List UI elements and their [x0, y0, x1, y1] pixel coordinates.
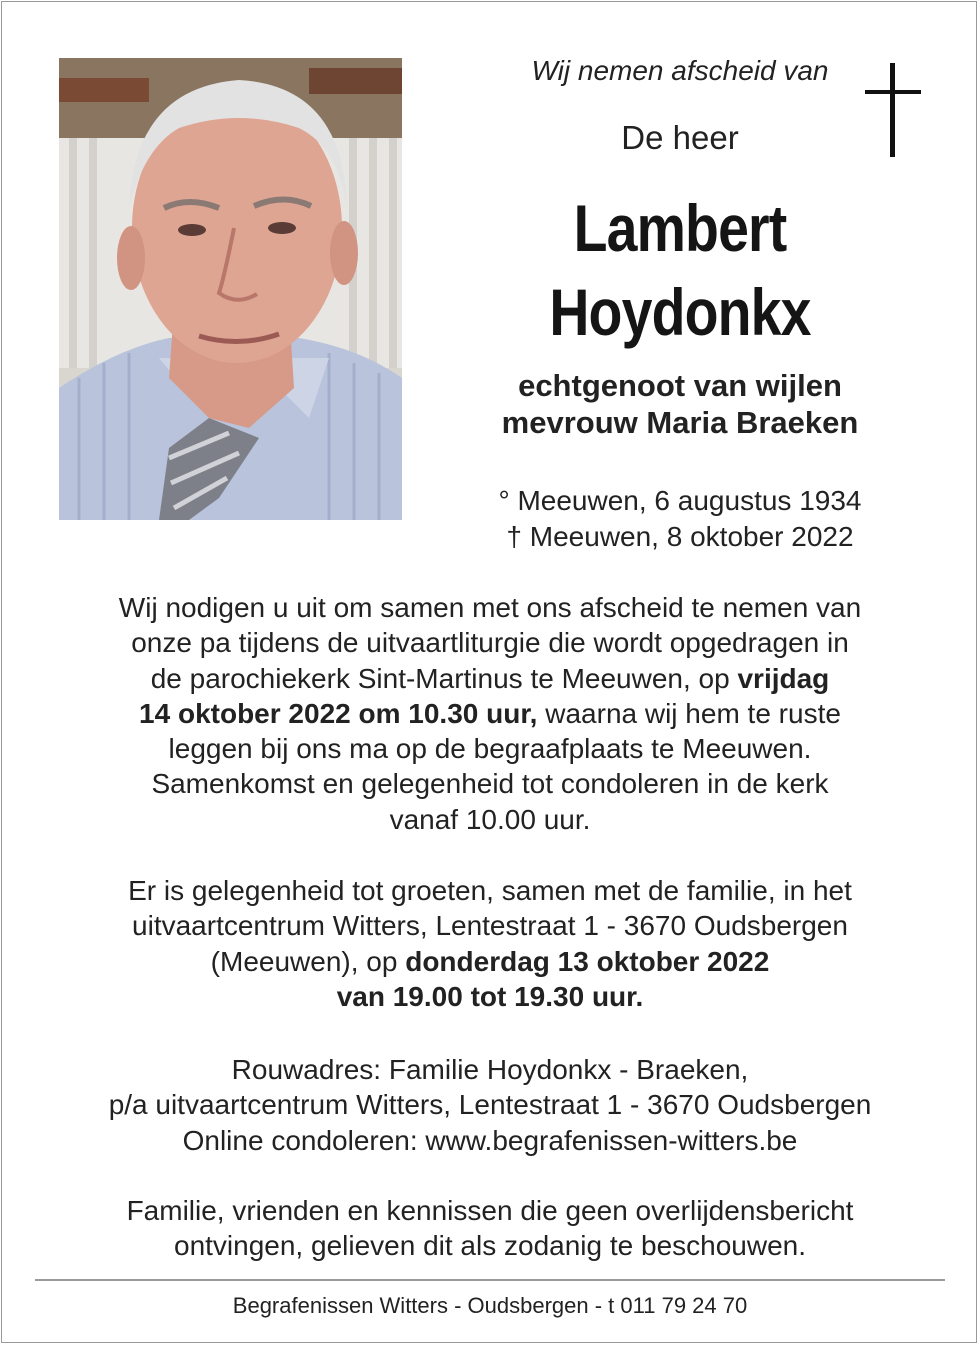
birth-date: ° Meeuwen, 6 augustus 1934 [498, 485, 862, 516]
text-line [40, 696, 940, 731]
bold-time: van 19.00 tot 19.30 uur. [336, 980, 644, 1012]
spouse-line-1: echtgenoot van wijlen [518, 368, 842, 403]
text-segment: (Meeuwen), op [210, 945, 406, 977]
address-paragraph [40, 1052, 940, 1158]
text-line: leggen bij ons ma op de begraafplaats te Meeuwen. [168, 733, 812, 765]
footer-divider [35, 1279, 945, 1281]
footer-text: Begrafenissen Witters - Oudsbergen - t 011 79 24 70 [232, 1293, 748, 1318]
text-line [40, 661, 940, 696]
intro-line: Wij nemen afscheid van [531, 55, 829, 86]
honorific-title: De heer [621, 119, 739, 156]
spouse-info [440, 367, 920, 441]
last-name: Hoydonkx [549, 275, 811, 349]
text-line: Er is gelegenheid tot groeten, samen met de familie, in het [128, 875, 852, 906]
bold-date: donderdag 13 oktober 2022 [405, 945, 770, 977]
bold-date: vrijdag [737, 662, 830, 694]
life-dates [440, 483, 920, 555]
text-segment: de parochiekerk Sint-Martinus te Meeuwen, op [150, 662, 738, 694]
spouse-line-2: mevrouw Maria Braeken [501, 405, 859, 440]
text-line: Familie, vrienden en kennissen die geen overlijdensbericht [126, 1195, 854, 1226]
first-name: Lambert [573, 191, 787, 265]
deceased-name [478, 186, 881, 354]
funeral-invitation-paragraph [40, 590, 940, 837]
text-line: ontvingen, gelieven dit als zodanig te beschouwen. [174, 1230, 806, 1262]
online-condolence-link[interactable]: Online condoleren: www.begrafenissen-witters.be [182, 1124, 798, 1156]
text-line: uitvaartcentrum Witters, Lentestraat 1 - 3670 Oudsbergen [132, 910, 848, 942]
text-line [40, 979, 940, 1014]
death-date: † Meeuwen, 8 oktober 2022 [506, 521, 854, 552]
visitation-paragraph [40, 873, 940, 1014]
text-line: Wij nodigen u uit om samen met ons afscheid te nemen van [118, 592, 862, 623]
portrait-photo [59, 58, 402, 520]
text-line: vanaf 10.00 uur. [389, 803, 591, 835]
text-line: p/a uitvaartcentrum Witters, Lentestraat 1 - 3670 Oudsbergen [108, 1089, 872, 1121]
text-segment: waarna wij hem te ruste [537, 697, 841, 729]
bold-date: 14 oktober 2022 om 10.30 uur, [139, 697, 538, 729]
closing-paragraph [40, 1193, 940, 1264]
text-line [40, 944, 940, 979]
text-line: Rouwadres: Familie Hoydonkx - Braeken, [231, 1054, 749, 1085]
text-line: Samenkomst en gelegenheid tot condoleren in de kerk [151, 768, 829, 800]
text-line: onze pa tijdens de uitvaartliturgie die wordt opgedragen in [131, 627, 849, 659]
